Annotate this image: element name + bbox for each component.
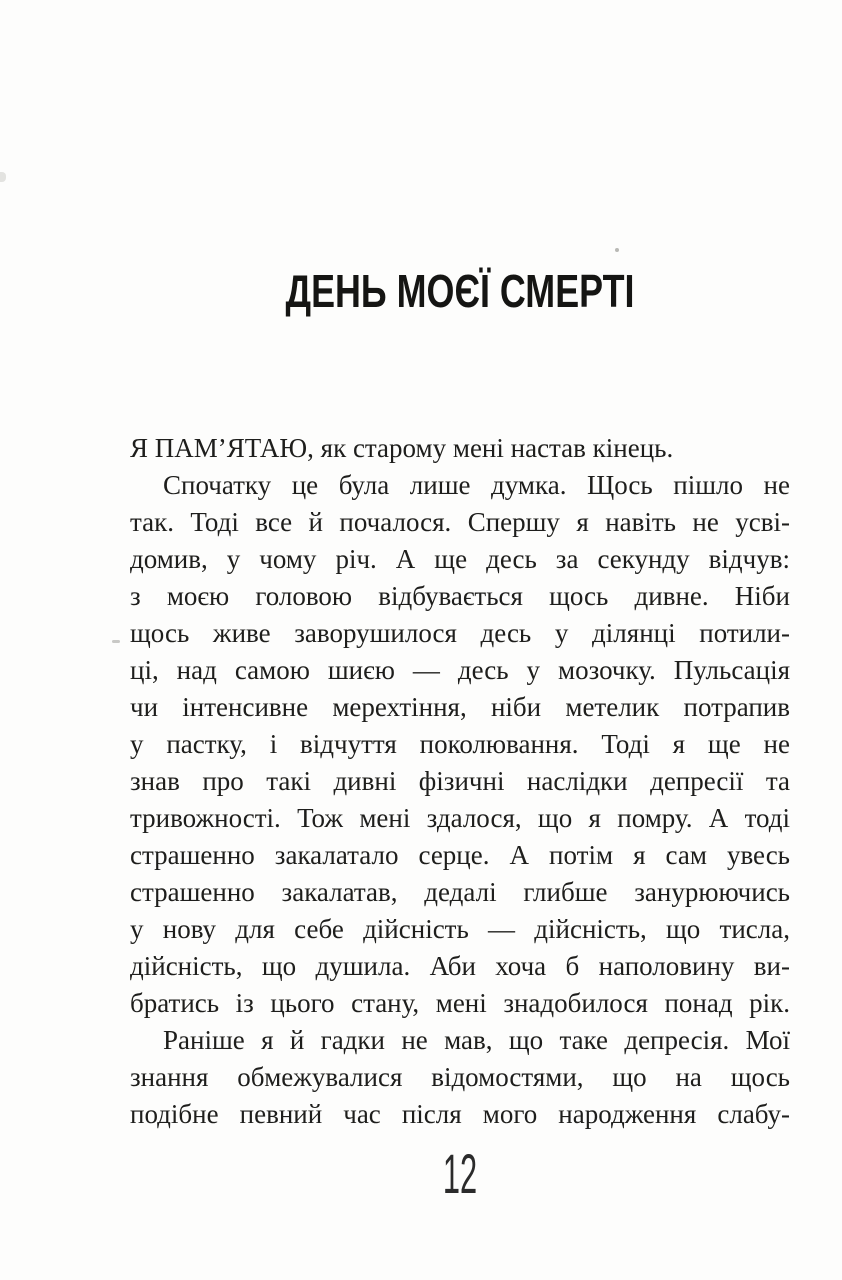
text-line: Спочатку це була лише думка. Щось пішло не — [163, 470, 790, 500]
text-line: щось живе заворушилося десь у ділянці потили- — [130, 618, 790, 648]
scan-speck — [112, 640, 120, 643]
chapter-title: ДЕНЬ МОЄЇ СМЕРТІ — [285, 265, 635, 317]
text-line: Я ПАМ’ЯТАЮ, як старому мені настав кінець. — [130, 433, 674, 463]
body-text — [130, 430, 790, 1133]
text-line: у нову для себе дійсність — дійсність, що тисла, — [130, 914, 790, 944]
text-line: страшенно закалатав, дедалі глибше занурюючись — [130, 877, 790, 907]
text-line: чи інтенсивне мерехтіння, ніби метелик потрапив — [130, 692, 790, 722]
text-line: з моєю головою відбувається щось дивне. Ніби — [130, 581, 790, 611]
text-line: страшенно закалатало серце. А потім я сам увесь — [130, 840, 790, 870]
text-line: так. Тоді все й почалося. Спершу я навіть не усві- — [130, 507, 790, 537]
page-number: 12 — [442, 1142, 478, 1205]
scan-speck — [0, 172, 6, 182]
text-line: знав про такі дивні фізичні наслідки депресії та — [130, 766, 790, 796]
text-line: знання обмежувалися відомостями, що на щось — [130, 1062, 790, 1092]
text-line: у пастку, і відчуття поколювання. Тоді я ще не — [130, 729, 790, 759]
text-line: дійсність, що душила. Аби хоча б наполовину ви- — [130, 951, 790, 981]
text-line: Раніше я й гадки не мав, що таке депресія. Мої — [163, 1025, 790, 1055]
text-line: подібне певний час після мого народження слабу- — [130, 1099, 790, 1129]
text-line: тривожності. Тож мені здалося, що я помру. А тоді — [130, 803, 790, 833]
text-line: домив, у чому річ. А ще десь за секунду відчув: — [130, 544, 790, 574]
text-line: ці, над самою шиєю — десь у мозочку. Пульсація — [130, 655, 790, 685]
scan-speck — [615, 248, 619, 252]
text-line: братись із цього стану, мені знадобилося понад рік. — [130, 988, 790, 1018]
